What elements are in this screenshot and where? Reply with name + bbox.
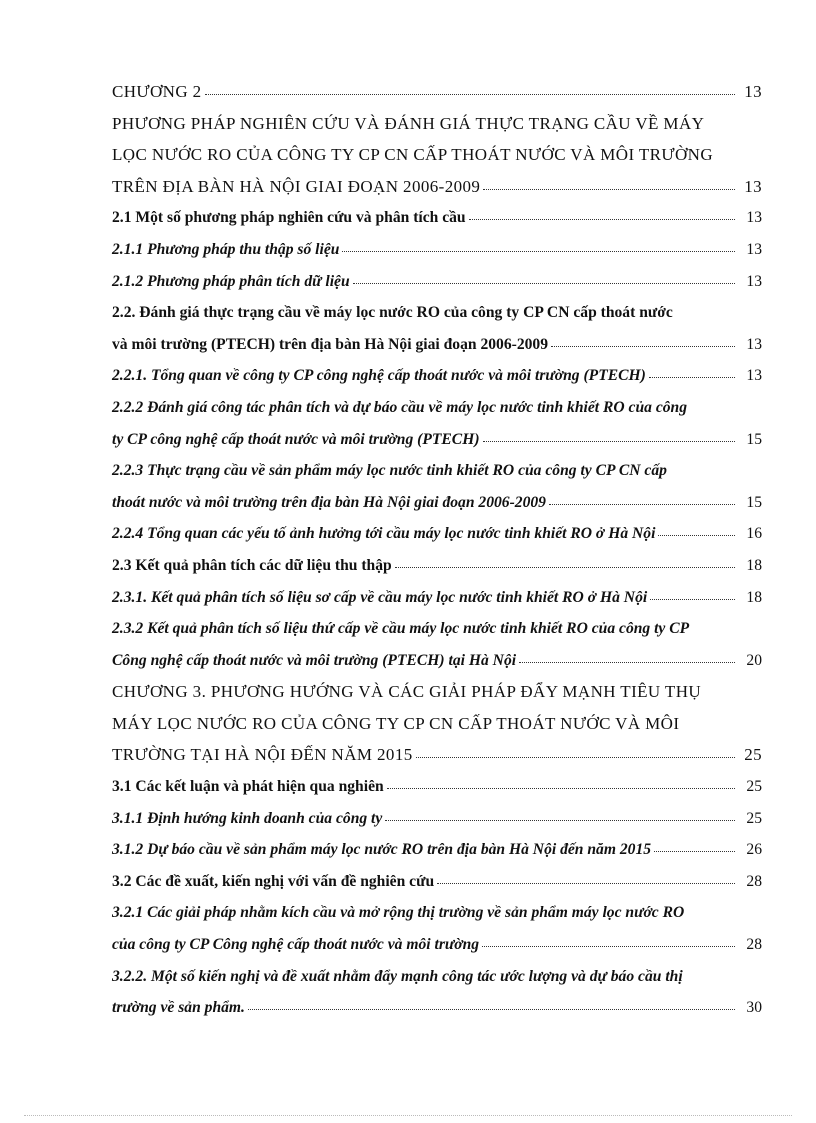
toc-entry-s2-1[interactable] [112, 202, 762, 234]
toc-page-number: 28 [746, 872, 762, 890]
toc-entry-text: và môi trường (PTECH) trên địa bàn Hà Nội giai đoạn 2006-2009 [112, 335, 549, 353]
toc-entry-text: Công nghệ cấp thoát nước và môi trường (PTECH) tại Hà Nội [112, 651, 517, 669]
toc-entry-s2-3-1[interactable] [112, 582, 762, 614]
toc-page-number: 26 [746, 841, 762, 859]
toc-entry-line [112, 803, 762, 835]
toc-entry-line [112, 424, 762, 456]
toc-entry-text: PHƯƠNG PHÁP NGHIÊN CỨU VÀ ĐÁNH GIÁ THỰC TRẠNG CẦU VỀ MÁY [112, 113, 705, 133]
toc-entry-text: 2.1 Một số phương pháp nghiên cứu và phân tích cầu [112, 209, 466, 227]
toc-leader-dots [658, 523, 735, 539]
toc-entry-s3-1[interactable] [112, 771, 762, 803]
toc-entry-text: 3.2.1 Các giải pháp nhằm kích cầu và mở rộng thị trường về sản phẩm máy lọc nước RO [112, 904, 685, 922]
table-of-contents [112, 76, 762, 1024]
toc-page-number: 13 [744, 176, 762, 196]
toc-page-number: 13 [746, 240, 762, 258]
toc-entry-text: CHƯƠNG 3. PHƯƠNG HƯỚNG VÀ CÁC GIẢI PHÁP ĐẨY MẠNH TIÊU THỤ [112, 682, 702, 702]
toc-entry-line [112, 992, 762, 1024]
toc-entry-s2-3[interactable] [112, 550, 762, 582]
toc-entry-s2-3-2[interactable] [112, 613, 762, 676]
toc-entry-text: trường về sản phẩm. [112, 999, 245, 1017]
toc-entry-line [112, 108, 762, 140]
toc-entry-line [112, 329, 762, 361]
toc-entry-line [112, 360, 762, 392]
toc-entry-s2-2-2[interactable] [112, 392, 762, 455]
toc-page-number: 28 [746, 936, 762, 954]
toc-page-number: 20 [746, 651, 762, 669]
toc-entry-text: 2.3.2 Kết quả phân tích số liệu thứ cấp về cầu máy lọc nước tinh khiết RO của công ty CP [112, 620, 690, 638]
toc-entry-s3-2-1[interactable] [112, 897, 762, 960]
toc-entry-text: 2.2. Đánh giá thực trạng cầu về máy lọc nước RO của công ty CP CN cấp thoát nước [112, 304, 673, 322]
toc-leader-dots [649, 365, 735, 381]
toc-entry-s2-2[interactable] [112, 297, 762, 360]
toc-entry-line [112, 897, 762, 929]
toc-entry-chuong2[interactable] [112, 76, 762, 108]
toc-entry-s3-1-2[interactable] [112, 834, 762, 866]
toc-page-number: 13 [746, 335, 762, 353]
toc-page-number: 16 [746, 525, 762, 543]
toc-entry-text: LỌC NƯỚC RO CỦA CÔNG TY CP CN CẤP THOÁT NƯỚC VÀ MÔI TRƯỜNG [112, 145, 714, 165]
toc-leader-dots [650, 586, 735, 602]
toc-entry-s2-1-2[interactable] [112, 266, 762, 298]
toc-entry-text: thoát nước và môi trường trên địa bàn Hà Nội giai đoạn 2006-2009 [112, 493, 546, 511]
toc-entry-text: 2.2.1. Tổng quan về công ty CP công nghệ cấp thoát nước và môi trường (PTECH) [112, 367, 646, 385]
toc-entry-text: ty CP công nghệ cấp thoát nước và môi trường (PTECH) [112, 430, 480, 448]
toc-leader-dots [205, 80, 735, 97]
toc-page-number: 18 [746, 588, 762, 606]
toc-entry-text: 3.1 Các kết luận và phát hiện qua nghiên [112, 778, 384, 796]
toc-entry-line [112, 171, 762, 203]
toc-entry-text: MÁY LỌC NƯỚC RO CỦA CÔNG TY CP CN CẤP THOÁT NƯỚC VÀ MÔI [112, 713, 680, 733]
toc-entry-s3-1-1[interactable] [112, 803, 762, 835]
toc-entry-text: của công ty CP Công nghệ cấp thoát nước và môi trường [112, 936, 480, 954]
toc-entry-chuong3[interactable] [112, 676, 762, 771]
toc-page-number: 25 [746, 809, 762, 827]
toc-entry-line [112, 613, 762, 645]
toc-entry-s3-2-2[interactable] [112, 961, 762, 1024]
toc-page-number: 25 [746, 778, 762, 796]
toc-entry-s2-2-4[interactable] [112, 518, 762, 550]
toc-leader-dots [482, 933, 735, 949]
toc-leader-dots [519, 649, 735, 665]
toc-leader-dots [248, 997, 735, 1013]
toc-page-number: 25 [744, 745, 762, 765]
toc-entry-line [112, 771, 762, 803]
toc-leader-dots [549, 491, 735, 507]
toc-entry-s2-2-1[interactable] [112, 360, 762, 392]
toc-entry-line [112, 582, 762, 614]
toc-entry-line [112, 929, 762, 961]
toc-entry-chuong2-title[interactable] [112, 108, 762, 203]
toc-entry-line [112, 139, 762, 171]
toc-page-number: 15 [746, 493, 762, 511]
toc-page-number: 13 [744, 82, 762, 101]
toc-entry-text: 3.2.2. Một số kiến nghị và đề xuất nhằm đẩy mạnh công tác ước lượng và dự báo cầu thị [112, 967, 683, 985]
toc-entry-line [112, 202, 762, 234]
toc-entry-line [112, 266, 762, 298]
toc-leader-dots [342, 238, 735, 254]
toc-entry-text: 3.2 Các đề xuất, kiến nghị với vấn đề nghiên cứu [112, 872, 435, 890]
toc-entry-text: 2.1.1 Phương pháp thu thập số liệu [112, 240, 340, 258]
toc-entry-line [112, 392, 762, 424]
toc-entry-line [112, 518, 762, 550]
toc-entry-text: 3.1.1 Định hướng kinh doanh của công ty [112, 809, 383, 827]
toc-page-number: 13 [746, 367, 762, 385]
toc-entry-line [112, 961, 762, 993]
toc-entry-text: TRƯỜNG TẠI HÀ NỘI ĐẾN NĂM 2015 [112, 745, 413, 765]
toc-entry-line [112, 708, 762, 740]
toc-entry-line [112, 455, 762, 487]
toc-entry-text: TRÊN ĐỊA BÀN HÀ NỘI GIAI ĐOẠN 2006-2009 [112, 176, 481, 196]
toc-entry-line [112, 676, 762, 708]
toc-entry-text: 2.2.2 Đánh giá công tác phân tích và dự báo cầu về máy lọc nước tinh khiết RO của công [112, 398, 688, 416]
toc-entry-text: 2.1.2 Phương pháp phân tích dữ liệu [112, 272, 350, 290]
toc-page-number: 18 [746, 556, 762, 574]
toc-leader-dots [385, 807, 735, 823]
toc-entry-line [112, 234, 762, 266]
toc-entry-text: 2.2.3 Thực trạng cầu về sản phẩm máy lọc nước tinh khiết RO của công ty CP CN cấp [112, 462, 667, 480]
toc-page-number: 13 [746, 272, 762, 290]
toc-entry-s2-1-1[interactable] [112, 234, 762, 266]
toc-entry-text: 2.3 Kết quả phân tích các dữ liệu thu thập [112, 556, 392, 574]
toc-page-number: 30 [746, 999, 762, 1017]
toc-entry-line [112, 645, 762, 677]
toc-leader-dots [395, 554, 735, 570]
toc-page-number: 15 [746, 430, 762, 448]
toc-leader-dots [416, 743, 735, 760]
toc-leader-dots [437, 870, 735, 886]
toc-leader-dots [483, 175, 735, 192]
toc-entry-line [112, 550, 762, 582]
toc-leader-dots [654, 839, 735, 855]
toc-page-number: 13 [746, 209, 762, 227]
toc-entry-line [112, 487, 762, 519]
toc-entry-text: CHƯƠNG 2 [112, 82, 202, 101]
toc-entry-text: 3.1.2 Dự báo cầu về sản phẩm máy lọc nước RO trên địa bàn Hà Nội đến năm 2015 [112, 841, 652, 859]
toc-entry-line [112, 739, 762, 771]
toc-entry-line [112, 866, 762, 898]
toc-leader-dots [387, 775, 735, 791]
toc-leader-dots [353, 270, 735, 286]
toc-leader-dots [551, 333, 735, 349]
page-bottom-divider [24, 1115, 792, 1116]
toc-entry-line [112, 76, 762, 108]
toc-leader-dots [469, 207, 735, 223]
toc-entry-s3-2[interactable] [112, 866, 762, 898]
toc-entry-line [112, 834, 762, 866]
toc-entry-line [112, 297, 762, 329]
toc-entry-text: 2.3.1. Kết quả phân tích số liệu sơ cấp về cầu máy lọc nước tinh khiết RO ở Hà Nội [112, 588, 648, 606]
toc-entry-s2-2-3[interactable] [112, 455, 762, 518]
toc-entry-text: 2.2.4 Tổng quan các yếu tố ảnh hưởng tới cầu máy lọc nước tinh khiết RO ở Hà Nội [112, 525, 656, 543]
toc-leader-dots [483, 428, 735, 444]
